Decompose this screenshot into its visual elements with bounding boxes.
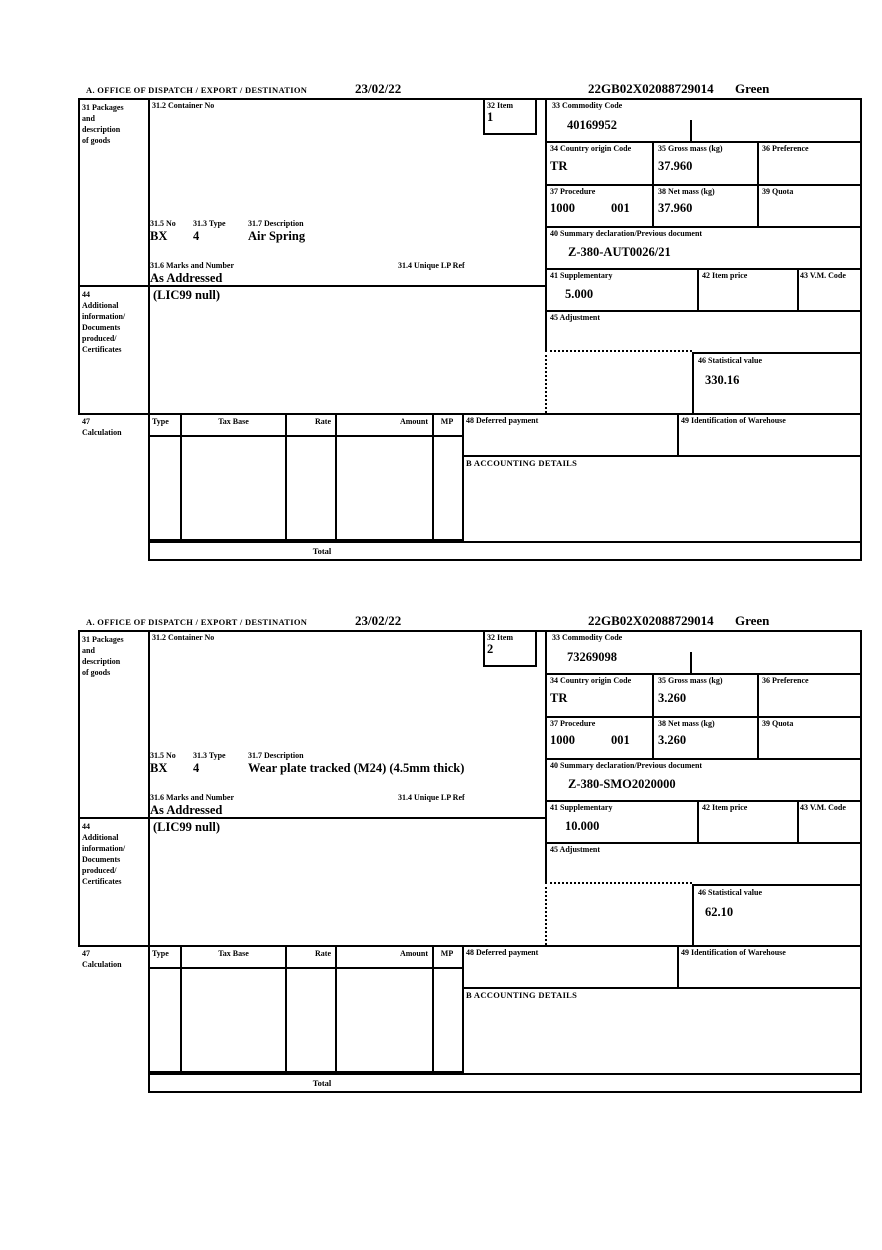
calc-header-amount: Amount	[399, 949, 428, 958]
country-origin-label: 34 Country origin Code	[550, 144, 632, 153]
divider	[697, 268, 699, 312]
statistical-value-label: 46 Statistical value	[698, 356, 762, 365]
divider	[462, 945, 464, 1071]
calculation-label: 47 Calculation	[82, 417, 122, 437]
divider	[545, 268, 862, 270]
commodity-code-tick	[690, 120, 692, 141]
pkg-no-value: BX	[150, 761, 168, 775]
unique-lp-ref-label: 31.4 Unique LP Ref	[398, 261, 465, 270]
divider	[545, 758, 862, 760]
divider	[677, 413, 679, 455]
warehouse-label: 49 Identification of Warehouse	[681, 416, 786, 425]
divider	[180, 413, 182, 539]
calculation-label: 47 Calculation	[82, 949, 122, 969]
supplementary-label: 41 Supplementary	[550, 271, 613, 280]
item-section-2	[78, 614, 864, 1096]
item-number-value: 2	[487, 642, 494, 656]
divider	[335, 945, 337, 1071]
pkg-description-value: Wear plate tracked (M24) (4.5mm thick)	[248, 761, 465, 775]
gross-mass-label: 35 Gross mass (kg)	[658, 676, 723, 685]
divider	[78, 630, 862, 632]
divider	[697, 800, 699, 844]
additional-info-label: 44 Additional information/ Documents produced/ Certificates	[82, 822, 126, 886]
packages-label: 31 Packages and description of goods	[82, 635, 124, 677]
commodity-code-label: 33 Commodity Code	[552, 101, 623, 110]
divider	[335, 413, 337, 539]
accounting-details-label: B ACCOUNTING DETAILS	[466, 990, 578, 1000]
divider	[677, 945, 679, 987]
calc-header-rate: Rate	[315, 417, 331, 426]
vm-code-label: 43 V.M. Code	[800, 271, 846, 280]
divider	[148, 98, 150, 561]
divider	[860, 630, 862, 1093]
accounting-details-label: B ACCOUNTING DETAILS	[466, 458, 578, 468]
divider	[78, 285, 547, 287]
adjustment-label: 45 Adjustment	[550, 845, 601, 854]
divider	[148, 435, 462, 437]
deferred-payment-label: 48 Deferred payment	[466, 416, 539, 425]
net-mass-label: 38 Net mass (kg)	[658, 719, 715, 728]
divider	[432, 413, 434, 539]
divider	[432, 945, 434, 1071]
calc-header-type: Type	[152, 417, 169, 426]
item-section-1	[78, 82, 864, 564]
preference-label: 36 Preference	[762, 144, 809, 153]
warehouse-label: 49 Identification of Warehouse	[681, 948, 786, 957]
divider	[78, 98, 80, 413]
procedure-value-2: 001	[611, 201, 630, 215]
divider	[148, 630, 150, 1093]
pkg-no-value: BX	[150, 229, 168, 243]
gross-mass-label: 35 Gross mass (kg)	[658, 144, 723, 153]
divider	[78, 817, 547, 819]
divider	[78, 630, 80, 945]
quota-label: 39 Quota	[762, 719, 794, 728]
procedure-label: 37 Procedure	[550, 719, 596, 728]
divider	[545, 800, 862, 802]
total-row	[148, 541, 862, 561]
quota-label: 39 Quota	[762, 187, 794, 196]
item-label: 32 Item	[487, 633, 513, 642]
procedure-label: 37 Procedure	[550, 187, 596, 196]
commodity-code-value: 40169952	[567, 118, 617, 132]
divider	[652, 673, 654, 760]
divider	[797, 268, 799, 312]
country-origin-label: 34 Country origin Code	[550, 676, 632, 685]
item-price-label: 42 Item price	[702, 803, 748, 812]
dotted-divider	[545, 882, 547, 945]
total-label: Total	[312, 546, 332, 556]
additional-info-label: 44 Additional information/ Documents produced/ Certificates	[82, 290, 126, 354]
unique-lp-ref-label: 31.4 Unique LP Ref	[398, 793, 465, 802]
net-mass-label: 38 Net mass (kg)	[658, 187, 715, 196]
divider	[797, 800, 799, 844]
divider	[462, 455, 862, 457]
divider	[285, 413, 287, 539]
calc-header-mp: MP	[440, 949, 454, 958]
routing-status: Green	[735, 81, 770, 96]
item-number-value: 1	[487, 110, 494, 124]
procedure-value-1: 1000	[550, 201, 575, 215]
calc-header-tax-base: Tax Base	[218, 417, 249, 426]
divider	[757, 141, 759, 228]
routing-status: Green	[735, 613, 770, 628]
divider	[78, 945, 862, 947]
container-no-label: 31.2 Container No	[152, 101, 215, 110]
procedure-value-1: 1000	[550, 733, 575, 747]
divider	[462, 987, 862, 989]
calc-header-amount: Amount	[399, 417, 428, 426]
calc-header-mp: MP	[440, 417, 454, 426]
office-of-dispatch-label: A. OFFICE OF DISPATCH / EXPORT / DESTINATION	[86, 85, 308, 95]
gross-mass-value: 37.960	[658, 159, 693, 173]
divider	[545, 141, 862, 143]
pkg-description-value: Air Spring	[248, 229, 306, 243]
total-label: Total	[312, 1078, 332, 1088]
marks-label: 31.6 Marks and Number	[150, 793, 235, 802]
gross-mass-value: 3.260	[658, 691, 687, 705]
adjustment-label: 45 Adjustment	[550, 313, 601, 322]
statistical-value-label: 46 Statistical value	[698, 888, 762, 897]
divider	[545, 226, 862, 228]
divider	[545, 673, 862, 675]
declaration-reference: 22GB02X02088729014	[588, 81, 714, 96]
deferred-payment-label: 48 Deferred payment	[466, 948, 539, 957]
summary-declaration-label: 40 Summary declaration/Previous document	[550, 761, 703, 770]
additional-info-value: (LIC99 null)	[153, 288, 221, 302]
office-of-dispatch-label: A. OFFICE OF DISPATCH / EXPORT / DESTINATION	[86, 617, 308, 627]
pkg-type-label: 31.3 Type	[193, 219, 226, 228]
divider	[545, 98, 547, 350]
statistical-value-value: 62.10	[705, 905, 734, 919]
divider	[545, 842, 862, 844]
dotted-divider	[545, 350, 547, 413]
divider	[652, 141, 654, 228]
preference-label: 36 Preference	[762, 676, 809, 685]
pkg-no-label: 31.5 No	[150, 219, 176, 228]
divider	[545, 310, 862, 312]
item-label: 32 Item	[487, 101, 513, 110]
statistical-value-value: 330.16	[705, 373, 740, 387]
divider	[78, 413, 862, 415]
summary-declaration-value: Z-380-SMO2020000	[568, 777, 676, 791]
declaration-date: 23/02/22	[355, 613, 402, 628]
dotted-divider	[545, 882, 692, 884]
supplementary-value: 5.000	[565, 287, 594, 301]
commodity-code-label: 33 Commodity Code	[552, 633, 623, 642]
net-mass-value: 3.260	[658, 733, 687, 747]
divider	[545, 184, 862, 186]
packages-label: 31 Packages and description of goods	[82, 103, 124, 145]
marks-value: As Addressed	[150, 271, 223, 285]
calc-header-rate: Rate	[315, 949, 331, 958]
marks-label: 31.6 Marks and Number	[150, 261, 235, 270]
divider	[545, 630, 547, 882]
pkg-description-label: 31.7 Description	[248, 751, 304, 760]
pkg-type-value: 4	[193, 761, 200, 775]
divider	[148, 967, 462, 969]
summary-declaration-label: 40 Summary declaration/Previous document	[550, 229, 703, 238]
net-mass-value: 37.960	[658, 201, 693, 215]
pkg-type-value: 4	[193, 229, 200, 243]
pkg-description-label: 31.7 Description	[248, 219, 304, 228]
commodity-code-value: 73269098	[567, 650, 617, 664]
divider	[180, 945, 182, 1071]
summary-declaration-value: Z-380-AUT0026/21	[568, 245, 671, 259]
divider	[860, 98, 862, 561]
additional-info-value: (LIC99 null)	[153, 820, 221, 834]
total-row	[148, 1073, 862, 1093]
country-origin-value: TR	[550, 691, 568, 705]
supplementary-value: 10.000	[565, 819, 600, 833]
divider	[285, 945, 287, 1071]
declaration-date: 23/02/22	[355, 81, 402, 96]
supplementary-label: 41 Supplementary	[550, 803, 613, 812]
pkg-type-label: 31.3 Type	[193, 751, 226, 760]
marks-value: As Addressed	[150, 803, 223, 817]
country-origin-value: TR	[550, 159, 568, 173]
divider	[78, 98, 862, 100]
procedure-value-2: 001	[611, 733, 630, 747]
item-price-label: 42 Item price	[702, 271, 748, 280]
declaration-reference: 22GB02X02088729014	[588, 613, 714, 628]
calc-header-tax-base: Tax Base	[218, 949, 249, 958]
divider	[462, 413, 464, 539]
calc-header-type: Type	[152, 949, 169, 958]
vm-code-label: 43 V.M. Code	[800, 803, 846, 812]
dotted-divider	[545, 350, 692, 352]
commodity-code-tick	[690, 652, 692, 673]
pkg-no-label: 31.5 No	[150, 751, 176, 760]
container-no-label: 31.2 Container No	[152, 633, 215, 642]
divider	[757, 673, 759, 760]
divider	[545, 716, 862, 718]
